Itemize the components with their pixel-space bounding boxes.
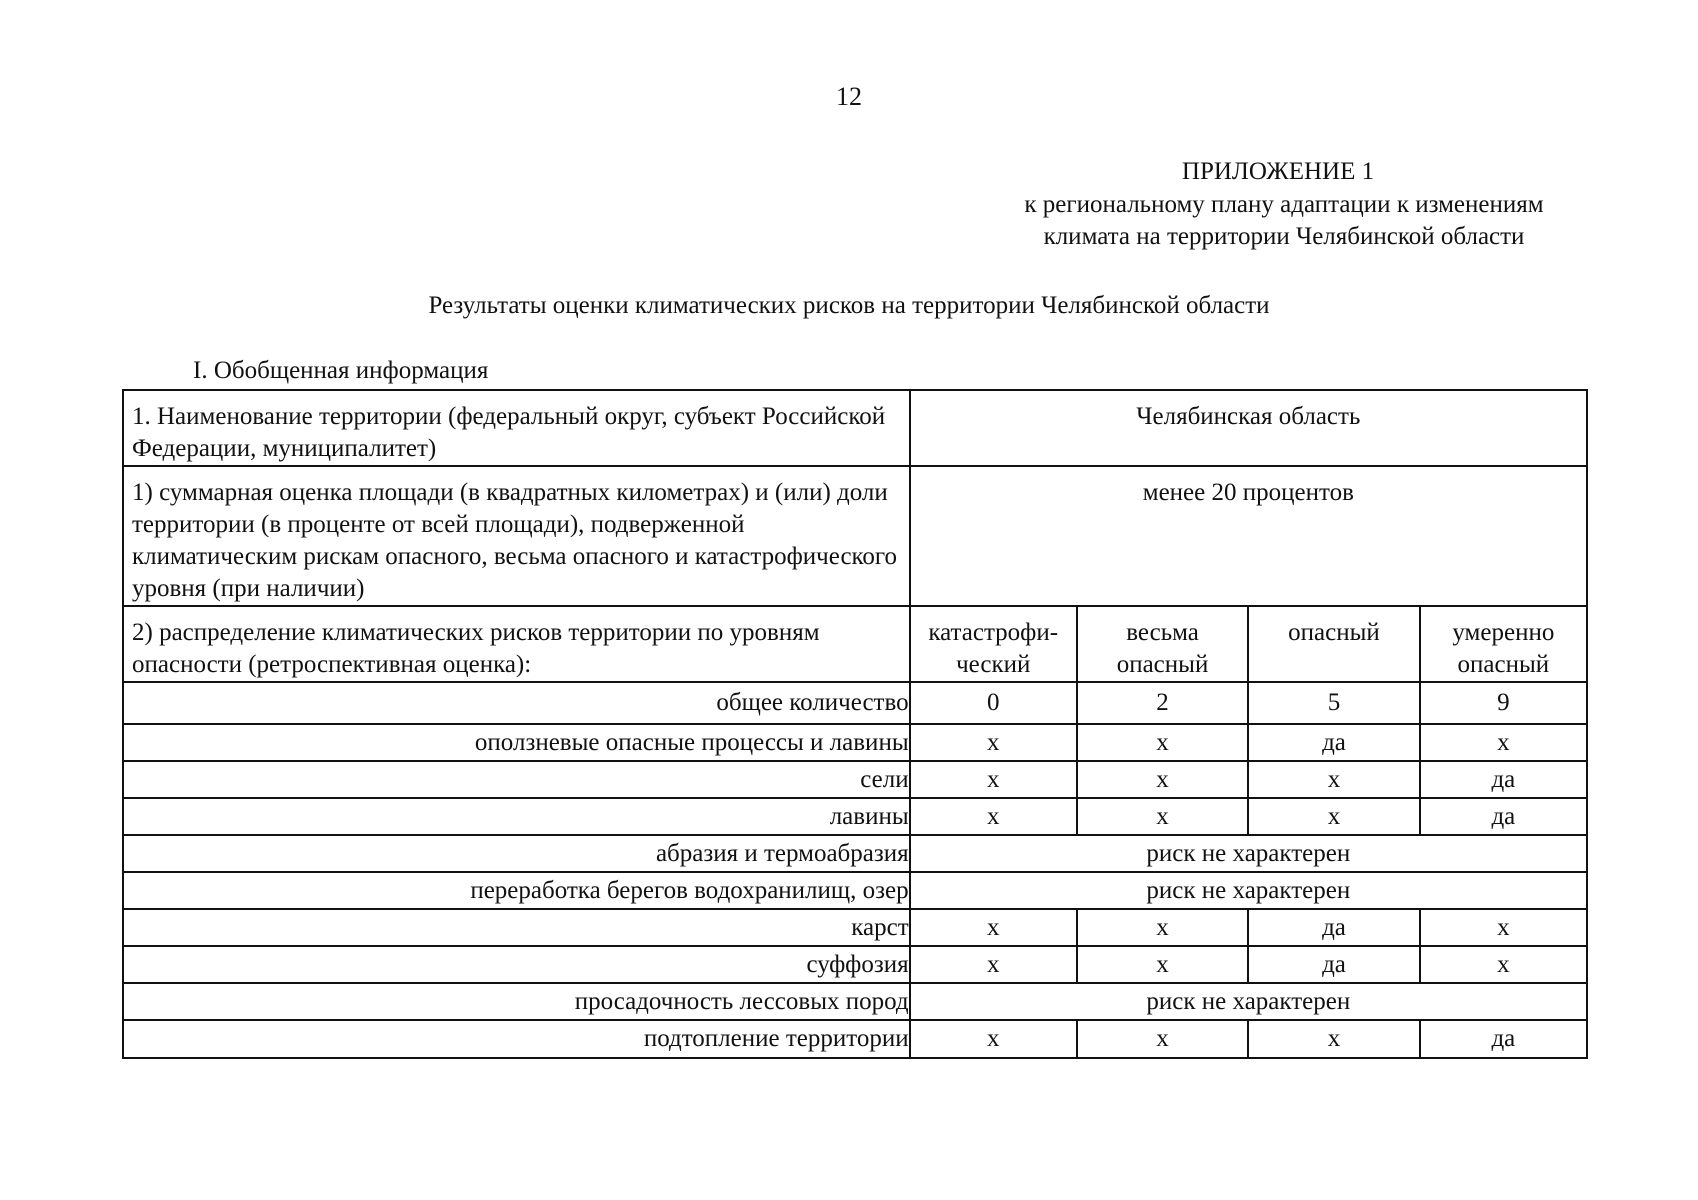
risk-row-label: оползневые опасные процессы и лавины [123, 724, 910, 761]
risk-cell: х [910, 946, 1077, 983]
level-header-catastrophic: катастрофи-ческий [910, 606, 1077, 682]
risk-cell: х [1077, 761, 1248, 798]
level-header-moderately-dangerous: умеренно опасный [1420, 606, 1587, 682]
table-row [123, 1020, 1587, 1058]
area-estimate-label: 1) суммарная оценка площади (в квадратных километрах) и (или) доли территории (в проценте от всей площади), подверженной климатическим рискам опасного, весьма опасного и катастрофического уровня (при наличии) [123, 466, 910, 606]
table-row-risk-levels-header [123, 606, 1587, 682]
risk-row-label: просадочность лессовых пород [123, 983, 910, 1020]
risk-cell: х [1248, 761, 1419, 798]
risk-cell: х [1420, 909, 1587, 946]
document-heading: Результаты оценки климатических рисков на территории Челябинской области [428, 292, 1270, 319]
risk-not-typical-cell: риск не характерен [910, 872, 1587, 909]
table-row [123, 682, 1587, 724]
area-estimate-value: менее 20 процентов [910, 466, 1587, 606]
risk-cell: х [1077, 1020, 1248, 1058]
risk-cell: 2 [1077, 682, 1248, 724]
table-row-area-estimate [123, 466, 1587, 606]
risk-assessment-table [122, 389, 1588, 1059]
risk-row-label: переработка берегов водохранилищ, озер [123, 872, 910, 909]
appendix-subtitle-line-2: климата на территории Челябинской области [1043, 223, 1525, 250]
table-row [123, 983, 1587, 1020]
territory-name-value: Челябинская область [910, 390, 1587, 466]
risk-cell: х [1077, 724, 1248, 761]
risk-cell: да [1248, 724, 1419, 761]
risk-row-label: суффозия [123, 946, 910, 983]
level-header-very-dangerous: весьма опасный [1077, 606, 1248, 682]
risk-not-typical-cell: риск не характерен [910, 835, 1587, 872]
territory-name-label: 1. Наименование территории (федеральный округ, субъект Российской Федерации, муниципалитет) [123, 390, 910, 466]
risk-distribution-label: 2) распределение климатических рисков территории по уровням опасности (ретроспективная оценка): [123, 606, 910, 682]
risk-cell: х [1077, 798, 1248, 835]
risk-cell: да [1420, 1020, 1587, 1058]
risk-cell: да [1248, 909, 1419, 946]
risk-cell: да [1248, 946, 1419, 983]
risk-cell: да [1420, 761, 1587, 798]
page-number: 12 [836, 82, 862, 111]
table-row [123, 761, 1587, 798]
table-row [123, 798, 1587, 835]
risk-not-typical-cell: риск не характерен [910, 983, 1587, 1020]
risk-row-label: подтопление территории [123, 1020, 910, 1058]
risk-cell: да [1420, 798, 1587, 835]
appendix-title: ПРИЛОЖЕНИЕ 1 [1181, 158, 1375, 185]
risk-cell: х [910, 761, 1077, 798]
risk-row-label: карст [123, 909, 910, 946]
risk-row-label: сели [123, 761, 910, 798]
risk-row-label: абразия и термоабразия [123, 835, 910, 872]
table-row-territory-name [123, 390, 1587, 466]
risk-cell: 9 [1420, 682, 1587, 724]
risk-cell: х [910, 909, 1077, 946]
appendix-subtitle-line-1: к региональному плану адаптации к изменениям [1024, 191, 1544, 218]
risk-cell: х [1077, 946, 1248, 983]
risk-cell: 5 [1248, 682, 1419, 724]
risk-cell: х [1420, 946, 1587, 983]
table-row [123, 835, 1587, 872]
risk-row-label: лавины [123, 798, 910, 835]
table-row [123, 724, 1587, 761]
level-header-dangerous: опасный [1248, 606, 1419, 682]
risk-cell: х [1077, 909, 1248, 946]
risk-cell: 0 [910, 682, 1077, 724]
risk-cell: х [910, 724, 1077, 761]
risk-row-label: общее количество [123, 682, 910, 724]
risk-cell: х [1248, 1020, 1419, 1058]
risk-cell: х [1248, 798, 1419, 835]
table-row [123, 872, 1587, 909]
risk-cell: х [910, 1020, 1077, 1058]
risk-cell: х [1420, 724, 1587, 761]
risk-cell: х [910, 798, 1077, 835]
table-row [123, 909, 1587, 946]
section-heading: I. Обобщенная информация [193, 357, 489, 384]
table-row [123, 946, 1587, 983]
